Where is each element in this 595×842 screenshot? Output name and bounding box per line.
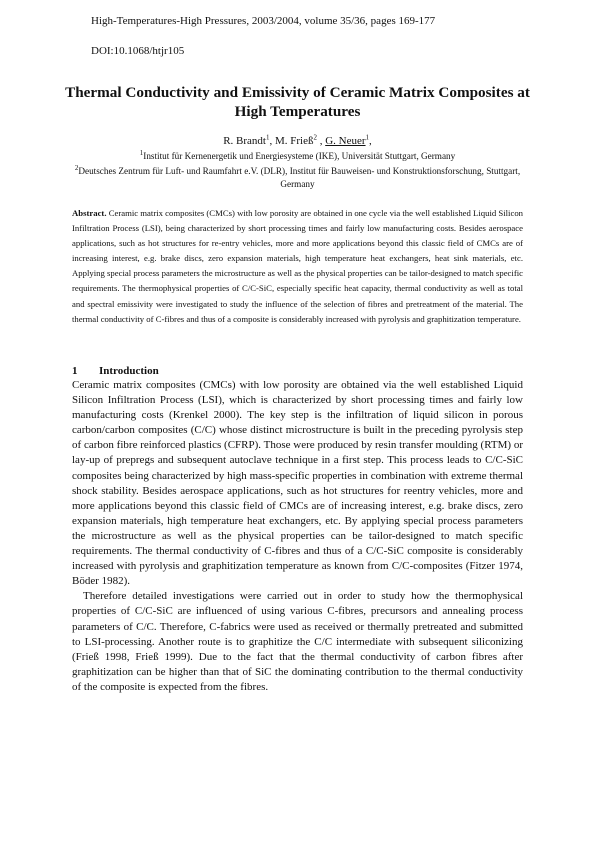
author-separator: , — [316, 135, 326, 147]
body-paragraph: Ceramic matrix composites (CMCs) with low porosity are obtained via the well established Liquid Silicon Infiltration Process (LSI), which is characterized by short processing times and fairly low manufacturing costs (Krenkel 2000). The key step is the infiltration of liquid silicon in porous carbon/carbon composites (C/C) whose distinct microstructure is built in the preceding pyrolysis step of carbon fibre reinforced plastics (CFRP). Those were produced by resin transfer moulding (RTM) or lay-up of prepregs and subsequent autoclave technique in a first step. This process leads to C/C-SiC composites being characterized by high mass-specific properties in combination with extreme thermal shock stability. Besides aerospace applications, such as hot structures for reentry vehicles, more and more applications beyond this classic field of CMCs are of increasing interest, e.g. brake discs, zero expansion materials, high temperature heat exchangers, etc. By applying special process parameters the microstructure as well as the physical properties can be tailor-designed to match specific requirements. The thermal conductivity of C-fibres and thus of a C/C-SiC composite is considerably increased with pyrolysis and graphitization temperature as known from C/C-composites (Fitzer 1974, Böder 1982). — [72, 379, 523, 588]
affiliation-mark: 1 — [139, 148, 144, 157]
body-paragraph: Therefore detailed investigations were carried out in order to study how the thermophysical properties of C/C-SiC are influenced of using various C-fibres, precursors and annealing process parameters of C/C. Therefore, C-fabrics were used as received or thermally pretreated and submitted to LSI-processing. Another route is to graphitize the C/C intermediate with subsequent siliconizing (Frieß 1998, Frieß 1999). Due to the fact that the thermal conductivity of carbon fibres after graphitization can be higher than that of SiC the dominating contribution to the thermal conductivity of the composite is expected from the fibres. — [72, 590, 523, 693]
author-affiliation-mark: 1 — [365, 133, 370, 142]
section-body — [72, 378, 523, 695]
section-heading — [72, 364, 159, 378]
author-affiliation-mark: 2 — [313, 133, 317, 142]
author-separator: , — [269, 135, 275, 147]
doi: DOI:10.1068/htjr105 — [91, 45, 185, 57]
running-head: High-Temperatures-High Pressures, 2003/2004, volume 35/36, pages 169-177 — [91, 15, 436, 27]
abstract-label: Abstract. — [72, 208, 107, 218]
author-name: R. Brandt — [223, 135, 266, 147]
author-affiliation-mark: 1 — [265, 133, 270, 142]
author-separator: , — [369, 135, 372, 147]
affiliation-mark: 2 — [74, 163, 79, 172]
affiliation-text: Institut für Kernenergetik und Energiesysteme (IKE), Universität Stuttgart, Germany — [143, 151, 456, 161]
affiliation — [68, 150, 527, 163]
corresponding-author-name: G. Neuer — [325, 135, 366, 147]
author-list — [60, 134, 535, 148]
author-name: M. Frieß — [274, 135, 314, 147]
paper-title: Thermal Conductivity and Emissivity of Ceramic Matrix Composites at High Temperatures — [65, 84, 530, 120]
abstract-text: Ceramic matrix composites (CMCs) with low porosity are obtained in one cycle via the well established Liquid Silicon Infiltration Process (LSI), being characterized by short processing times and fairly low manufacturing costs. Besides aerospace applications, such as hot structures for re-entry vehicles, more and more applications beyond this classic field of CMCs are of increasing interest, e.g. brake discs, zero expansion materials, high temperature heat exchangers, heat sink materials, etc. Applying special process parameters the microstructure as well as the physical properties can be tailor-designed to match specific requirements. The thermophysical properties of C/C-SiC, especially specific heat capacity, thermal conductivity as well as total and spectral emissivity were investigated to study the influence of the selection of fibres and pretreatment of the material. The thermal conductivity of C-fibres and thus of a composite is considerably increased with pyrolysis and graphitization temperature. — [72, 208, 524, 324]
section-title: Introduction — [99, 365, 159, 377]
affiliation-text: Deutsches Zentrum für Luft- und Raumfahrt e.V. (DLR), Institut für Bauweisen- und Konstruktionsforschung, Stuttgart, Germany — [78, 166, 521, 189]
abstract — [72, 206, 523, 327]
affiliation — [68, 165, 527, 191]
section-number: 1 — [72, 365, 78, 377]
